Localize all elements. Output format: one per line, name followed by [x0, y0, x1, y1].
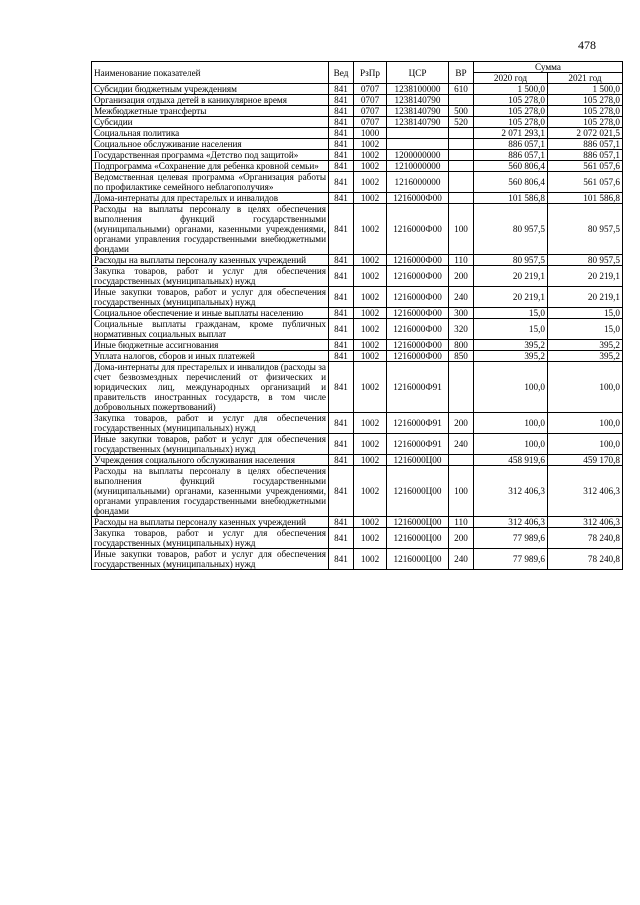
- row-sum-2020: 15,0: [474, 319, 548, 340]
- row-csr: 1216000Ф00: [387, 319, 449, 340]
- table-row: [92, 362, 623, 413]
- row-ved: 841: [329, 413, 354, 434]
- row-name: Расходы на выплаты персоналу в целях обеспечения выполнения функций государственными (муниципальными) органами, казенными учреждениями, органами управления государственными внебюджетными фондами: [92, 466, 329, 517]
- row-name: Учреждения социального обслуживания населения: [92, 455, 329, 466]
- table-row: [92, 150, 623, 161]
- table-row: [92, 95, 623, 106]
- row-sum-2021: 459 170,8: [548, 455, 623, 466]
- row-sum-2020: 2 071 293,1: [474, 128, 548, 139]
- row-name: Иные закупки товаров, работ и услуг для обеспечения государственных (муниципальных) нужд: [92, 434, 329, 455]
- row-sum-2021: 105 278,0: [548, 95, 623, 106]
- row-sum-2021: 100,0: [548, 362, 623, 413]
- row-csr: [387, 128, 449, 139]
- row-sum-2021: 101 586,8: [548, 193, 623, 204]
- row-sum-2020: 20 219,1: [474, 287, 548, 308]
- table-row: [92, 351, 623, 362]
- row-vr: 110: [449, 255, 474, 266]
- row-rzpr: 1000: [354, 128, 387, 139]
- table-row: [92, 413, 623, 434]
- header-csr: ЦСР: [387, 62, 449, 84]
- row-sum-2020: 100,0: [474, 434, 548, 455]
- row-ved: 841: [329, 95, 354, 106]
- row-ved: 841: [329, 549, 354, 570]
- row-ved: 841: [329, 528, 354, 549]
- row-ved: 841: [329, 150, 354, 161]
- row-rzpr: 1002: [354, 204, 387, 255]
- row-vr: 850: [449, 351, 474, 362]
- header-year-2021: 2021 год: [548, 73, 623, 84]
- page-number: 478: [578, 38, 596, 52]
- header-sum: Сумма: [474, 62, 623, 73]
- row-name: Закупка товаров, работ и услуг для обеспечения государственных (муниципальных) нужд: [92, 413, 329, 434]
- row-sum-2020: 101 586,8: [474, 193, 548, 204]
- row-ved: 841: [329, 204, 354, 255]
- row-csr: 1216000Ф00: [387, 308, 449, 319]
- row-csr: 1238140790: [387, 117, 449, 128]
- row-vr: 240: [449, 287, 474, 308]
- row-name: Расходы на выплаты персоналу в целях обеспечения выполнения функций государственными (муниципальными) органами, казенными учреждениями, органами управления государственными внебюджетными фондами: [92, 204, 329, 255]
- table-row: [92, 172, 623, 193]
- row-vr: 200: [449, 528, 474, 549]
- row-rzpr: 1002: [354, 549, 387, 570]
- row-name: Иные закупки товаров, работ и услуг для обеспечения государственных (муниципальных) нужд: [92, 549, 329, 570]
- row-rzpr: 1002: [354, 517, 387, 528]
- table-row: [92, 528, 623, 549]
- table-row: [92, 319, 623, 340]
- row-sum-2021: 1 500,0: [548, 84, 623, 95]
- table-row: [92, 434, 623, 455]
- row-rzpr: 1002: [354, 150, 387, 161]
- row-name: Социальная политика: [92, 128, 329, 139]
- row-csr: 1216000Ц00: [387, 455, 449, 466]
- row-sum-2021: 395,2: [548, 351, 623, 362]
- row-name: Дома-интернаты для престарелых и инвалидов (расходы за счет безвозмездных перечислений от физических и юридических лиц, международных организаций и правительств иностранных государств, в том числе добровольных пожертвований): [92, 362, 329, 413]
- row-ved: 841: [329, 351, 354, 362]
- row-name: Государственная программа «Детство под защитой»: [92, 150, 329, 161]
- row-rzpr: 1002: [354, 266, 387, 287]
- row-sum-2020: 100,0: [474, 362, 548, 413]
- row-rzpr: 1002: [354, 413, 387, 434]
- row-sum-2021: 15,0: [548, 308, 623, 319]
- row-vr: 200: [449, 413, 474, 434]
- row-sum-2021: 100,0: [548, 413, 623, 434]
- row-rzpr: 0707: [354, 106, 387, 117]
- row-sum-2020: 105 278,0: [474, 95, 548, 106]
- row-name: Закупка товаров, работ и услуг для обеспечения государственных (муниципальных) нужд: [92, 528, 329, 549]
- row-rzpr: 0707: [354, 117, 387, 128]
- row-name: Уплата налогов, сборов и иных платежей: [92, 351, 329, 362]
- row-sum-2020: 886 057,1: [474, 150, 548, 161]
- table-row: [92, 266, 623, 287]
- row-rzpr: 1002: [354, 319, 387, 340]
- row-csr: 1238140790: [387, 106, 449, 117]
- row-name: Социальное обеспечение и иные выплаты населению: [92, 308, 329, 319]
- table-row: [92, 466, 623, 517]
- row-rzpr: 1002: [354, 139, 387, 150]
- row-name: Расходы на выплаты персоналу казенных учреждений: [92, 517, 329, 528]
- table-row: [92, 193, 623, 204]
- row-csr: 1216000Ц00: [387, 549, 449, 570]
- row-vr: 100: [449, 204, 474, 255]
- row-csr: 1238140790: [387, 95, 449, 106]
- row-rzpr: 0707: [354, 84, 387, 95]
- row-ved: 841: [329, 266, 354, 287]
- row-csr: 1216000Ф00: [387, 266, 449, 287]
- row-rzpr: 1002: [354, 434, 387, 455]
- table-row: [92, 255, 623, 266]
- row-rzpr: 1002: [354, 340, 387, 351]
- header-vr: ВР: [449, 62, 474, 84]
- row-vr: 240: [449, 434, 474, 455]
- row-rzpr: 1002: [354, 255, 387, 266]
- row-ved: 841: [329, 287, 354, 308]
- row-sum-2020: 395,2: [474, 351, 548, 362]
- row-vr: 610: [449, 84, 474, 95]
- row-csr: 1216000000: [387, 172, 449, 193]
- row-vr: 110: [449, 517, 474, 528]
- row-vr: 200: [449, 266, 474, 287]
- row-ved: 841: [329, 362, 354, 413]
- row-ved: 841: [329, 308, 354, 319]
- row-sum-2020: 458 919,6: [474, 455, 548, 466]
- row-csr: 1216000Ц00: [387, 528, 449, 549]
- row-sum-2021: 886 057,1: [548, 139, 623, 150]
- row-sum-2021: 105 278,0: [548, 106, 623, 117]
- row-sum-2021: 886 057,1: [548, 150, 623, 161]
- row-csr: 1216000Ц00: [387, 466, 449, 517]
- row-name: Субсидии: [92, 117, 329, 128]
- row-sum-2020: 395,2: [474, 340, 548, 351]
- row-rzpr: 1002: [354, 172, 387, 193]
- row-ved: 841: [329, 117, 354, 128]
- row-rzpr: 1002: [354, 193, 387, 204]
- row-sum-2020: 80 957,5: [474, 255, 548, 266]
- row-vr: 100: [449, 466, 474, 517]
- row-ved: 841: [329, 193, 354, 204]
- row-sum-2020: 100,0: [474, 413, 548, 434]
- row-vr: [449, 128, 474, 139]
- row-sum-2020: 15,0: [474, 308, 548, 319]
- table-row: [92, 106, 623, 117]
- row-name: Социальные выплаты гражданам, кроме публичных нормативных социальных выплат: [92, 319, 329, 340]
- row-vr: 300: [449, 308, 474, 319]
- table-row: [92, 308, 623, 319]
- row-vr: 520: [449, 117, 474, 128]
- row-name: Социальное обслуживание населения: [92, 139, 329, 150]
- row-sum-2021: 312 406,3: [548, 517, 623, 528]
- row-sum-2021: 78 240,8: [548, 549, 623, 570]
- row-csr: 1216000Ф00: [387, 204, 449, 255]
- table-row: [92, 117, 623, 128]
- row-rzpr: 1002: [354, 351, 387, 362]
- row-csr: 1216000Ф00: [387, 193, 449, 204]
- row-ved: 841: [329, 340, 354, 351]
- header-rzpr: РзПр: [354, 62, 387, 84]
- row-sum-2021: 78 240,8: [548, 528, 623, 549]
- row-csr: 1200000000: [387, 150, 449, 161]
- row-sum-2021: 20 219,1: [548, 266, 623, 287]
- row-vr: 800: [449, 340, 474, 351]
- row-rzpr: 0707: [354, 95, 387, 106]
- row-sum-2020: 560 806,4: [474, 172, 548, 193]
- row-ved: 841: [329, 466, 354, 517]
- table-row: [92, 128, 623, 139]
- row-sum-2021: 80 957,5: [548, 204, 623, 255]
- row-sum-2020: 80 957,5: [474, 204, 548, 255]
- row-rzpr: 1002: [354, 161, 387, 172]
- row-vr: 240: [449, 549, 474, 570]
- row-name: Ведомственная целевая программа «Организация работы по профилактике семейного неблагополучия»: [92, 172, 329, 193]
- row-sum-2020: 105 278,0: [474, 117, 548, 128]
- table-row: [92, 340, 623, 351]
- row-sum-2021: 20 219,1: [548, 287, 623, 308]
- row-sum-2021: 105 278,0: [548, 117, 623, 128]
- row-csr: 1210000000: [387, 161, 449, 172]
- row-name: Организация отдыха детей в каникулярное время: [92, 95, 329, 106]
- header-name: Наименование показателей: [92, 62, 329, 84]
- row-vr: 320: [449, 319, 474, 340]
- row-csr: 1216000Ф00: [387, 287, 449, 308]
- row-name: Иные закупки товаров, работ и услуг для обеспечения государственных (муниципальных) нужд: [92, 287, 329, 308]
- row-sum-2021: 100,0: [548, 434, 623, 455]
- row-ved: 841: [329, 84, 354, 95]
- row-ved: 841: [329, 139, 354, 150]
- row-sum-2020: 886 057,1: [474, 139, 548, 150]
- table-row: [92, 287, 623, 308]
- row-vr: [449, 193, 474, 204]
- row-rzpr: 1002: [354, 455, 387, 466]
- row-rzpr: 1002: [354, 287, 387, 308]
- row-sum-2021: 80 957,5: [548, 255, 623, 266]
- table-row: [92, 161, 623, 172]
- row-ved: 841: [329, 128, 354, 139]
- row-sum-2020: 312 406,3: [474, 517, 548, 528]
- row-vr: [449, 139, 474, 150]
- table-row: [92, 549, 623, 570]
- row-name: Расходы на выплаты персоналу казенных учреждений: [92, 255, 329, 266]
- row-name: Иные бюджетные ассигнования: [92, 340, 329, 351]
- row-sum-2020: 105 278,0: [474, 106, 548, 117]
- table-row: [92, 517, 623, 528]
- row-sum-2020: 20 219,1: [474, 266, 548, 287]
- table-body: [92, 84, 623, 570]
- row-vr: 500: [449, 106, 474, 117]
- row-vr: [449, 150, 474, 161]
- row-csr: 1216000Ф91: [387, 434, 449, 455]
- row-sum-2020: 312 406,3: [474, 466, 548, 517]
- row-csr: 1216000Ф00: [387, 255, 449, 266]
- table-header: [92, 62, 623, 84]
- row-sum-2020: 1 500,0: [474, 84, 548, 95]
- row-csr: 1216000Ф91: [387, 362, 449, 413]
- row-rzpr: 1002: [354, 308, 387, 319]
- row-ved: 841: [329, 106, 354, 117]
- row-sum-2021: 561 057,6: [548, 172, 623, 193]
- budget-table: [91, 61, 623, 570]
- row-sum-2021: 561 057,6: [548, 161, 623, 172]
- row-name: Субсидии бюджетным учреждениям: [92, 84, 329, 95]
- header-year-2020: 2020 год: [474, 73, 548, 84]
- table-row: [92, 204, 623, 255]
- row-ved: 841: [329, 319, 354, 340]
- table-row: [92, 139, 623, 150]
- row-csr: 1216000Ф00: [387, 340, 449, 351]
- row-sum-2021: 2 072 021,5: [548, 128, 623, 139]
- row-ved: 841: [329, 517, 354, 528]
- row-vr: [449, 362, 474, 413]
- row-vr: [449, 455, 474, 466]
- row-sum-2020: 560 806,4: [474, 161, 548, 172]
- row-sum-2020: 77 989,6: [474, 549, 548, 570]
- header-ved: Вед: [329, 62, 354, 84]
- row-vr: [449, 172, 474, 193]
- row-name: Закупка товаров, работ и услуг для обеспечения государственных (муниципальных) нужд: [92, 266, 329, 287]
- row-ved: 841: [329, 161, 354, 172]
- row-sum-2020: 77 989,6: [474, 528, 548, 549]
- row-name: Подпрограмма «Сохранение для ребенка кровной семьи»: [92, 161, 329, 172]
- row-csr: [387, 139, 449, 150]
- row-rzpr: 1002: [354, 528, 387, 549]
- row-sum-2021: 312 406,3: [548, 466, 623, 517]
- row-ved: 841: [329, 172, 354, 193]
- row-ved: 841: [329, 255, 354, 266]
- row-csr: 1238100000: [387, 84, 449, 95]
- row-rzpr: 1002: [354, 466, 387, 517]
- row-ved: 841: [329, 434, 354, 455]
- row-vr: [449, 95, 474, 106]
- row-ved: 841: [329, 455, 354, 466]
- table-row: [92, 84, 623, 95]
- row-name: Межбюджетные трансферты: [92, 106, 329, 117]
- row-sum-2021: 15,0: [548, 319, 623, 340]
- row-vr: [449, 161, 474, 172]
- row-sum-2021: 395,2: [548, 340, 623, 351]
- row-csr: 1216000Ф91: [387, 413, 449, 434]
- row-name: Дома-интернаты для престарелых и инвалидов: [92, 193, 329, 204]
- table-row: [92, 455, 623, 466]
- row-csr: 1216000Ф00: [387, 351, 449, 362]
- row-csr: 1216000Ц00: [387, 517, 449, 528]
- row-rzpr: 1002: [354, 362, 387, 413]
